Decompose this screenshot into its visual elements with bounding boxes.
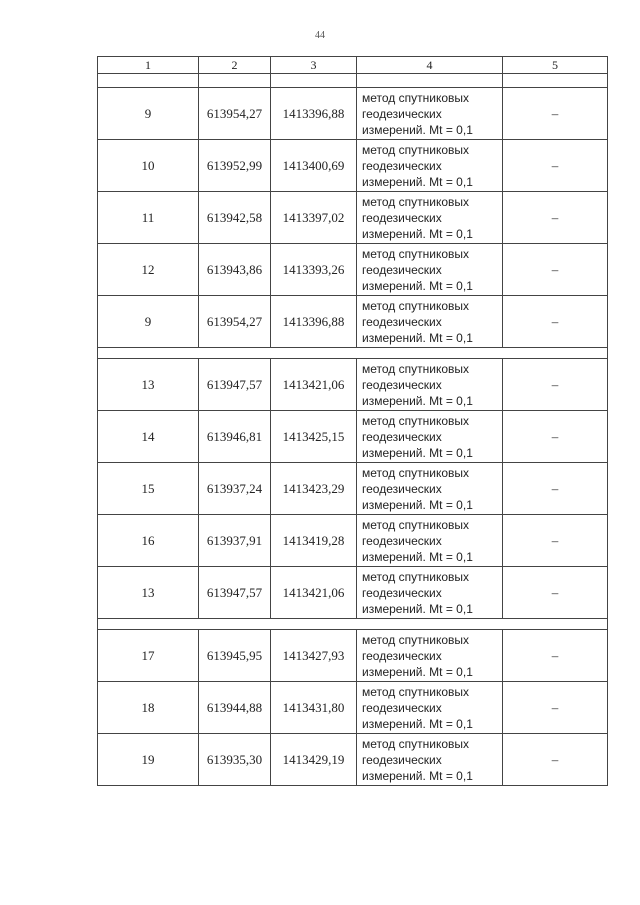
accuracy-cell: – bbox=[503, 567, 608, 619]
x-coordinate-cell: 613937,91 bbox=[199, 515, 271, 567]
method-line-3: измерений. Mt = 0,1 bbox=[362, 330, 473, 345]
method-cell bbox=[357, 463, 503, 515]
table-row bbox=[98, 192, 608, 244]
page-number: 44 bbox=[315, 30, 325, 41]
point-number-cell: 11 bbox=[98, 192, 199, 244]
accuracy-cell: – bbox=[503, 734, 608, 786]
method-line-3: измерений. Mt = 0,1 bbox=[362, 664, 473, 679]
method-line-2: геодезических bbox=[362, 262, 442, 277]
method-line-3: измерений. Mt = 0,1 bbox=[362, 549, 473, 564]
y-coordinate-cell: 1413423,29 bbox=[271, 463, 357, 515]
y-coordinate-cell: 1413397,02 bbox=[271, 192, 357, 244]
accuracy-cell: – bbox=[503, 244, 608, 296]
separator-cell bbox=[199, 74, 271, 88]
y-coordinate-cell: 1413431,80 bbox=[271, 682, 357, 734]
table-row bbox=[98, 359, 608, 411]
group-separator-row bbox=[98, 348, 608, 359]
y-coordinate-cell: 1413396,88 bbox=[271, 88, 357, 140]
y-coordinate-cell: 1413427,93 bbox=[271, 630, 357, 682]
accuracy-cell: – bbox=[503, 88, 608, 140]
method-cell bbox=[357, 567, 503, 619]
point-number-cell: 16 bbox=[98, 515, 199, 567]
method-cell bbox=[357, 411, 503, 463]
accuracy-cell: – bbox=[503, 359, 608, 411]
table-row bbox=[98, 463, 608, 515]
point-number-cell: 10 bbox=[98, 140, 199, 192]
table-row bbox=[98, 515, 608, 567]
method-line-3: измерений. Mt = 0,1 bbox=[362, 445, 473, 460]
method-cell bbox=[357, 515, 503, 567]
accuracy-cell: – bbox=[503, 296, 608, 348]
method-cell bbox=[357, 630, 503, 682]
separator-cell bbox=[199, 348, 271, 359]
method-line-3: измерений. Mt = 0,1 bbox=[362, 122, 473, 137]
method-line-1: метод спутниковых bbox=[362, 632, 470, 647]
x-coordinate-cell: 613944,88 bbox=[199, 682, 271, 734]
header-row bbox=[98, 57, 608, 74]
accuracy-cell: – bbox=[503, 411, 608, 463]
x-coordinate-cell: 613947,57 bbox=[199, 359, 271, 411]
method-line-1: метод спутниковых bbox=[362, 569, 470, 584]
point-number-cell: 17 bbox=[98, 630, 199, 682]
method-line-2: геодезических bbox=[362, 533, 442, 548]
y-coordinate-cell: 1413429,19 bbox=[271, 734, 357, 786]
table-row bbox=[98, 244, 608, 296]
method-line-2: геодезических bbox=[362, 481, 442, 496]
accuracy-cell: – bbox=[503, 140, 608, 192]
method-line-2: геодезических bbox=[362, 377, 442, 392]
method-line-2: геодезических bbox=[362, 700, 442, 715]
method-line-1: метод спутниковых bbox=[362, 298, 470, 313]
method-cell bbox=[357, 140, 503, 192]
separator-cell bbox=[271, 619, 357, 630]
method-line-2: геодезических bbox=[362, 210, 442, 225]
separator-cell bbox=[98, 619, 199, 630]
table-row bbox=[98, 682, 608, 734]
accuracy-cell: – bbox=[503, 192, 608, 244]
method-line-3: измерений. Mt = 0,1 bbox=[362, 278, 473, 293]
method-line-2: геодезических bbox=[362, 106, 442, 121]
separator-cell bbox=[199, 619, 271, 630]
separator-cell bbox=[503, 619, 608, 630]
table-row bbox=[98, 567, 608, 619]
separator-cell bbox=[357, 619, 503, 630]
accuracy-cell: – bbox=[503, 682, 608, 734]
method-line-3: измерений. Mt = 0,1 bbox=[362, 497, 473, 512]
method-cell bbox=[357, 296, 503, 348]
method-cell bbox=[357, 734, 503, 786]
method-line-2: геодезических bbox=[362, 752, 442, 767]
separator-cell bbox=[357, 74, 503, 88]
header-cell-5: 5 bbox=[503, 57, 608, 74]
method-line-1: метод спутниковых bbox=[362, 465, 470, 480]
table-row bbox=[98, 296, 608, 348]
method-line-3: измерений. Mt = 0,1 bbox=[362, 716, 473, 731]
header-cell-2: 2 bbox=[199, 57, 271, 74]
separator-cell bbox=[271, 348, 357, 359]
accuracy-cell: – bbox=[503, 630, 608, 682]
method-line-1: метод спутниковых bbox=[362, 90, 470, 105]
x-coordinate-cell: 613935,30 bbox=[199, 734, 271, 786]
x-coordinate-cell: 613937,24 bbox=[199, 463, 271, 515]
group-separator-row bbox=[98, 619, 608, 630]
method-line-3: измерений. Mt = 0,1 bbox=[362, 226, 473, 241]
header-cell-3: 3 bbox=[271, 57, 357, 74]
table-body bbox=[98, 57, 608, 786]
separator-cell bbox=[98, 348, 199, 359]
point-number-cell: 18 bbox=[98, 682, 199, 734]
point-number-cell: 13 bbox=[98, 359, 199, 411]
header-cell-1: 1 bbox=[98, 57, 199, 74]
y-coordinate-cell: 1413421,06 bbox=[271, 359, 357, 411]
method-line-1: метод спутниковых bbox=[362, 413, 470, 428]
method-line-1: метод спутниковых bbox=[362, 736, 470, 751]
y-coordinate-cell: 1413425,15 bbox=[271, 411, 357, 463]
point-number-cell: 13 bbox=[98, 567, 199, 619]
group-separator-row bbox=[98, 74, 608, 88]
y-coordinate-cell: 1413421,06 bbox=[271, 567, 357, 619]
method-line-3: измерений. Mt = 0,1 bbox=[362, 174, 473, 189]
separator-cell bbox=[271, 74, 357, 88]
point-number-cell: 19 bbox=[98, 734, 199, 786]
x-coordinate-cell: 613945,95 bbox=[199, 630, 271, 682]
x-coordinate-cell: 613954,27 bbox=[199, 296, 271, 348]
coordinates-table bbox=[97, 56, 608, 786]
point-number-cell: 12 bbox=[98, 244, 199, 296]
method-line-1: метод спутниковых bbox=[362, 142, 470, 157]
method-cell bbox=[357, 88, 503, 140]
method-line-3: измерений. Mt = 0,1 bbox=[362, 393, 473, 408]
accuracy-cell: – bbox=[503, 463, 608, 515]
separator-cell bbox=[357, 348, 503, 359]
accuracy-cell: – bbox=[503, 515, 608, 567]
x-coordinate-cell: 613943,86 bbox=[199, 244, 271, 296]
x-coordinate-cell: 613952,99 bbox=[199, 140, 271, 192]
y-coordinate-cell: 1413419,28 bbox=[271, 515, 357, 567]
separator-cell bbox=[503, 74, 608, 88]
method-line-1: метод спутниковых bbox=[362, 361, 470, 376]
method-line-2: геодезических bbox=[362, 429, 442, 444]
table-row bbox=[98, 630, 608, 682]
method-cell bbox=[357, 359, 503, 411]
y-coordinate-cell: 1413393,26 bbox=[271, 244, 357, 296]
point-number-cell: 9 bbox=[98, 296, 199, 348]
x-coordinate-cell: 613942,58 bbox=[199, 192, 271, 244]
method-line-1: метод спутниковых bbox=[362, 194, 470, 209]
method-cell bbox=[357, 682, 503, 734]
point-number-cell: 14 bbox=[98, 411, 199, 463]
method-line-2: геодезических bbox=[362, 648, 442, 663]
x-coordinate-cell: 613954,27 bbox=[199, 88, 271, 140]
method-line-2: геодезических bbox=[362, 314, 442, 329]
method-line-2: геодезических bbox=[362, 585, 442, 600]
table-row bbox=[98, 411, 608, 463]
method-line-3: измерений. Mt = 0,1 bbox=[362, 768, 473, 783]
method-line-1: метод спутниковых bbox=[362, 517, 470, 532]
point-number-cell: 9 bbox=[98, 88, 199, 140]
header-cell-4: 4 bbox=[357, 57, 503, 74]
x-coordinate-cell: 613947,57 bbox=[199, 567, 271, 619]
table-row bbox=[98, 88, 608, 140]
table-row bbox=[98, 734, 608, 786]
y-coordinate-cell: 1413396,88 bbox=[271, 296, 357, 348]
method-line-1: метод спутниковых bbox=[362, 684, 470, 699]
method-cell bbox=[357, 244, 503, 296]
point-number-cell: 15 bbox=[98, 463, 199, 515]
separator-cell bbox=[503, 348, 608, 359]
x-coordinate-cell: 613946,81 bbox=[199, 411, 271, 463]
table-row bbox=[98, 140, 608, 192]
method-line-1: метод спутниковых bbox=[362, 246, 470, 261]
method-line-3: измерений. Mt = 0,1 bbox=[362, 601, 473, 616]
method-line-2: геодезических bbox=[362, 158, 442, 173]
y-coordinate-cell: 1413400,69 bbox=[271, 140, 357, 192]
separator-cell bbox=[98, 74, 199, 88]
method-cell bbox=[357, 192, 503, 244]
